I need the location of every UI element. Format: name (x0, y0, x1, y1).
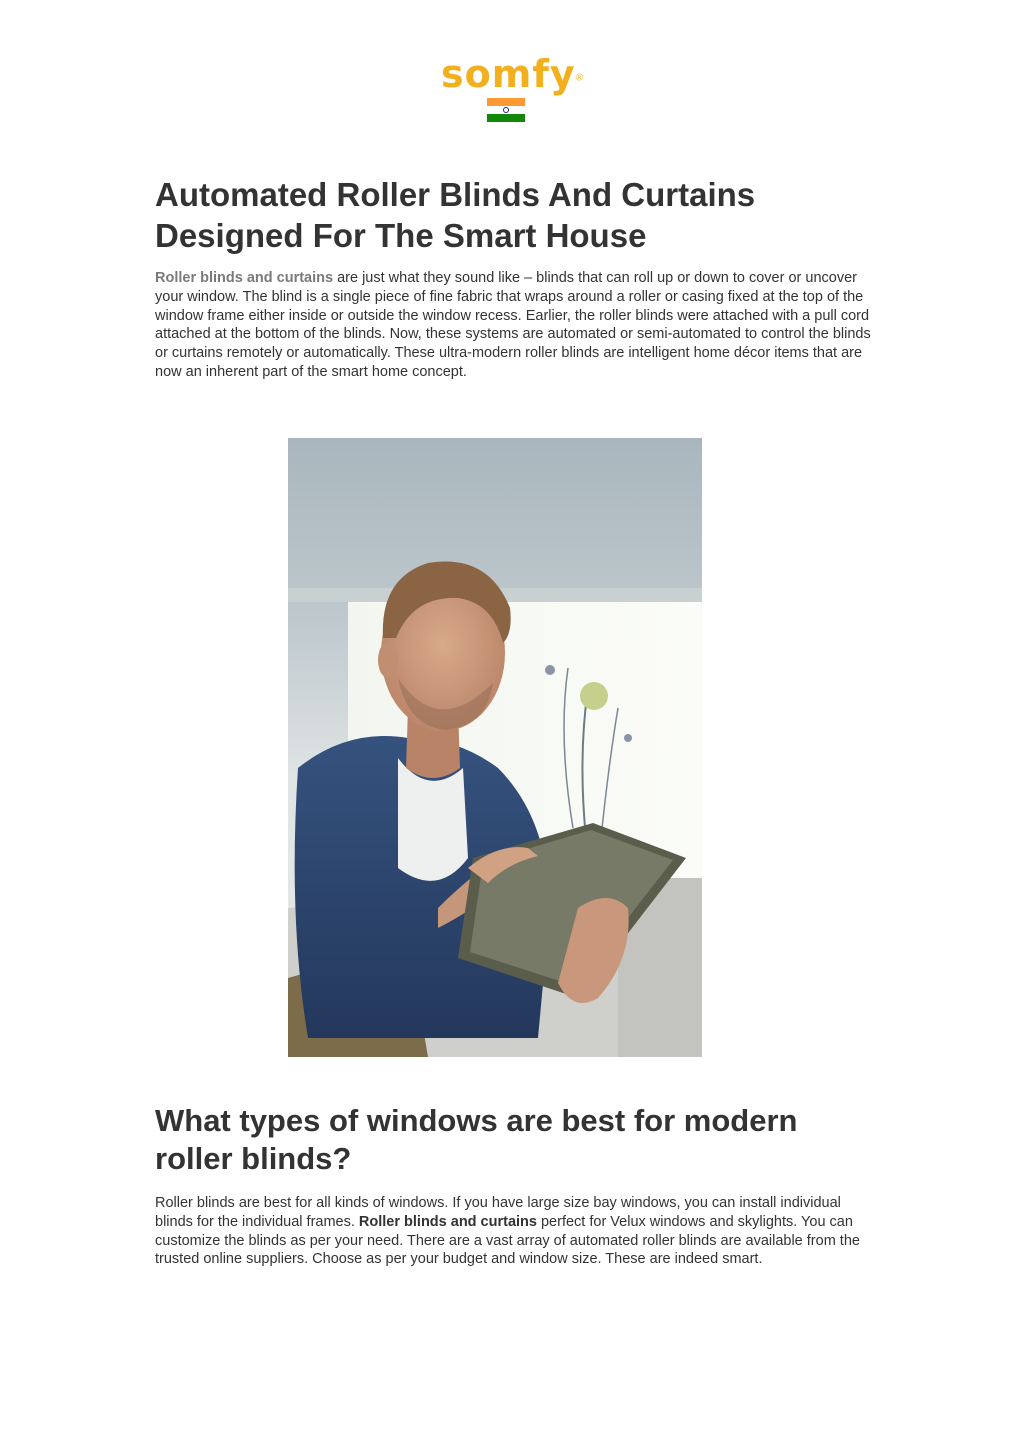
section-text-1: Roller blinds are best for all kinds of windows. If you have large size bay windows, you can install individual blinds for the individual frames. (155, 1195, 841, 1230)
intro-paragraph (155, 269, 871, 382)
intro-text: are just what they sound like – blinds that can roll up or down to cover or uncover your window. The blind is a single piece of fine fabric that wraps around a roller or casing fixed at the top of the window frame either inside or outside the window recess. Earlier, the roller blinds were attached with a pull cord attached at the bottom of the blinds. Now, these systems are automated or semi-automated to control the blinds or curtains remotely or automatically. These ultra-modern roller blinds are intelligent home décor items that are now an inherent part of the smart home concept. (155, 270, 871, 380)
section-heading: What types of windows are best for modern roller blinds? (155, 1103, 798, 1176)
india-flag-icon (487, 98, 525, 122)
section-text-2: perfect for Velux windows and skylights. You can customize the blinds as per your need. There are a vast array of automated roller blinds are available from the trusted online suppliers. Choose as per your budget and window size. These are indeed smart. (155, 1213, 860, 1268)
roller-blinds-link[interactable]: Roller blinds and curtains (155, 270, 334, 286)
logo-text: somfy (441, 52, 576, 96)
registered-mark: ® (575, 72, 583, 84)
section-paragraph (155, 1194, 871, 1269)
somfy-logo (0, 52, 1024, 96)
man-with-tablet-photo (288, 438, 702, 1057)
roller-blinds-bold-text: Roller blinds and curtains (358, 1213, 537, 1230)
page-title: Automated Roller Blinds And Curtains Designed For The Smart House (155, 176, 756, 254)
